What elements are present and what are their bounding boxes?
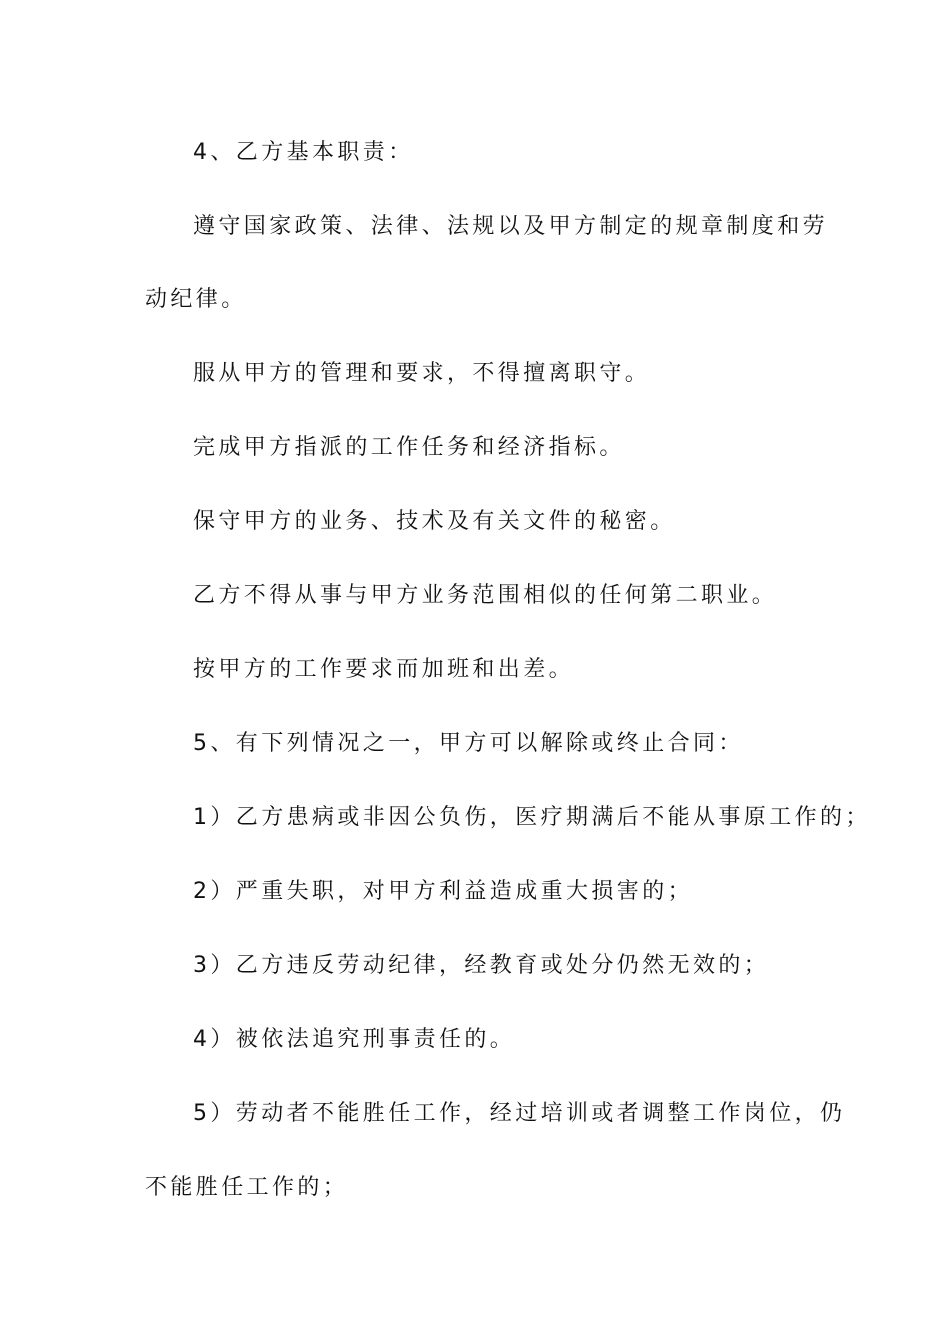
list-item: 3）乙方违反劳动纪律，经教育或处分仍然无效的； <box>193 953 770 978</box>
list-item: 4）被依法追究刑事责任的。 <box>193 1027 516 1052</box>
paragraph-line: 遵守国家政策、法律、法规以及甲方制定的规章制度和劳 <box>193 214 829 239</box>
paragraph-line: 保守甲方的业务、技术及有关文件的秘密。 <box>193 509 676 534</box>
list-item: 2）严重失职，对甲方利益造成重大损害的； <box>193 879 693 904</box>
section-4-heading: 4、乙方基本职责： <box>193 140 414 165</box>
paragraph-line: 按甲方的工作要求而加班和出差。 <box>193 657 575 682</box>
section-5-heading: 5、有下列情况之一，甲方可以解除或终止合同： <box>193 731 744 756</box>
list-item: 1）乙方患病或非因公负伤，医疗期满后不能从事原工作的； <box>193 805 871 830</box>
paragraph-line: 完成甲方指派的工作任务和经济指标。 <box>193 435 625 460</box>
paragraph-line: 动纪律。 <box>145 287 247 312</box>
paragraph-line: 服从甲方的管理和要求，不得擅离职守。 <box>193 361 651 386</box>
list-item: 5）劳动者不能胜任工作，经过培训或者调整工作岗位，仍 <box>193 1101 846 1126</box>
paragraph-line: 乙方不得从事与甲方业务范围相似的任何第二职业。 <box>193 583 778 608</box>
list-item-continuation: 不能胜任工作的； <box>145 1175 349 1200</box>
